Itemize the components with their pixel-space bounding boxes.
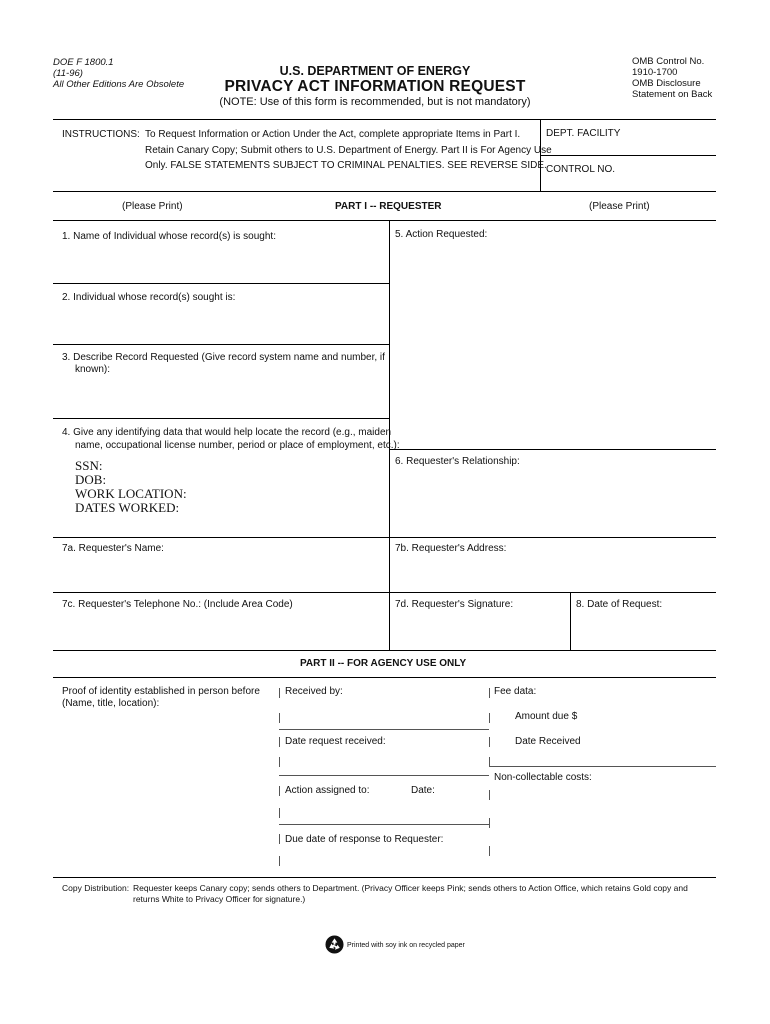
form-date: (11-96) — [53, 68, 83, 79]
received-by-label: Received by: — [285, 686, 343, 697]
rule — [53, 220, 716, 221]
control-no-field[interactable] — [620, 158, 715, 188]
copy-line-1: Requester keeps Canary copy; sends others to Department. (Privacy Officer keeps Pink; sends others to Action Office, which retains Gold copy and — [133, 883, 688, 893]
rule — [279, 729, 489, 730]
omb-number: 1910-1700 — [632, 67, 678, 78]
signature-field[interactable] — [393, 612, 565, 646]
date-request-received-field[interactable] — [283, 748, 483, 772]
rule — [53, 418, 389, 419]
item4-label-line-1: 4. Give any identifying data that would help locate the record (e.g., maiden — [62, 427, 392, 438]
received-by-field[interactable] — [283, 698, 483, 726]
part1-heading: PART I -- REQUESTER — [335, 201, 442, 212]
item7b-label: 7b. Requester's Address: — [395, 543, 507, 554]
title-block — [200, 64, 550, 110]
tick — [489, 818, 490, 828]
rule — [279, 775, 489, 776]
please-print-right: (Please Print) — [589, 201, 650, 212]
action-date-label: Date: — [411, 785, 435, 796]
item3-label-line-1: 3. Describe Record Requested (Give record system name and number, if — [62, 352, 385, 363]
rule — [53, 283, 389, 284]
amount-due-field[interactable] — [580, 706, 710, 724]
rule — [53, 650, 716, 651]
tick — [279, 834, 280, 844]
tick — [489, 688, 490, 698]
department-name: U.S. DEPARTMENT OF ENERGY — [279, 64, 471, 78]
instructions-line-3: Only. FALSE STATEMENTS SUBJECT TO CRIMINAL PENALTIES. SEE REVERSE SIDE. — [145, 160, 547, 171]
item3-field[interactable] — [60, 378, 385, 416]
work-location-entry: WORK LOCATION: — [75, 486, 187, 501]
item7d-label: 7d. Requester's Signature: — [395, 599, 514, 610]
dates-worked-entry: DATES WORKED: — [75, 500, 180, 515]
item7c-label: 7c. Requester's Telephone No.: (Include Area Code) — [62, 599, 293, 610]
form-number: DOE F 1800.1 — [53, 57, 114, 68]
tick — [279, 713, 280, 723]
ssn-entry: SSN: — [75, 458, 103, 473]
rule — [53, 119, 716, 120]
printed-note: Printed with soy ink on recycled paper — [347, 942, 465, 949]
date-request-received-label: Date request received: — [285, 736, 386, 747]
date-of-request-field[interactable] — [574, 612, 714, 646]
omb-control-label: OMB Control No. — [632, 56, 705, 67]
rule — [53, 592, 716, 593]
tick — [489, 737, 490, 747]
omb-disclosure: OMB Disclosure — [632, 78, 701, 89]
tick — [279, 786, 280, 796]
tick — [279, 737, 280, 747]
dept-facility-label: DEPT. FACILITY — [546, 128, 621, 139]
amount-due-label: Amount due $ — [515, 711, 578, 722]
dob-entry: DOB: — [75, 472, 107, 487]
item2-field[interactable] — [60, 306, 385, 342]
instructions-label: INSTRUCTIONS: — [62, 129, 140, 140]
rule — [489, 766, 716, 767]
due-date-field[interactable] — [283, 846, 483, 868]
item6-label: 6. Requester's Relationship: — [395, 456, 520, 467]
tick — [279, 808, 280, 818]
rule — [53, 537, 716, 538]
tick — [279, 688, 280, 698]
rule — [540, 155, 716, 156]
proof-label-line-1: Proof of identity established in person before — [62, 686, 260, 697]
proof-field[interactable] — [60, 712, 270, 872]
rule — [570, 592, 571, 650]
rule — [53, 344, 389, 345]
rule — [53, 191, 716, 192]
item7a-label: 7a. Requester's Name: — [62, 543, 164, 554]
rule — [279, 824, 489, 825]
item4-label-line-2: name, occupational license number, period or place of employment, etc.): — [75, 440, 400, 451]
item7c-field[interactable] — [60, 612, 385, 646]
form-id-block — [53, 57, 184, 90]
item6-field[interactable] — [393, 470, 713, 535]
rule — [53, 677, 716, 678]
item1-field[interactable] — [60, 245, 385, 281]
control-no-label: CONTROL NO. — [546, 164, 616, 175]
instructions-line-2: Retain Canary Copy; Submit others to U.S. Department of Energy. Part II is For Agency Use — [145, 145, 552, 156]
tick — [279, 757, 280, 767]
action-assigned-label: Action assigned to: — [285, 785, 370, 796]
copy-distribution-label: Copy Distribution: — [62, 883, 130, 893]
non-collectable-field[interactable] — [492, 785, 712, 865]
rule — [53, 877, 716, 878]
tick — [279, 856, 280, 866]
form-note: (NOTE: Use of this form is recommended, but is not mandatory) — [219, 96, 531, 108]
fee-data-label: Fee data: — [494, 686, 537, 697]
dept-facility-field[interactable] — [541, 138, 716, 155]
item7a-field[interactable] — [60, 556, 385, 590]
copy-distribution-text — [133, 883, 713, 905]
rule — [389, 449, 716, 450]
date-received-label: Date Received — [515, 736, 581, 747]
instructions-line-1: To Request Information or Action Under the Act, complete appropriate Items in Part I. — [145, 129, 521, 140]
omb-statement: Statement on Back — [632, 89, 713, 100]
please-print-left: (Please Print) — [122, 201, 183, 212]
proof-label-line-2: (Name, title, location): — [62, 698, 160, 709]
recycle-icon — [325, 935, 344, 954]
editions-note: All Other Editions Are Obsolete — [53, 79, 185, 90]
tick — [489, 790, 490, 800]
item3-label-line-2: known): — [75, 364, 111, 375]
tick — [489, 846, 490, 856]
item2-label: 2. Individual whose record(s) sought is: — [62, 292, 236, 303]
item8-label: 8. Date of Request: — [576, 599, 663, 610]
tick — [489, 713, 490, 723]
item4-entries[interactable] — [75, 459, 187, 515]
item7b-field[interactable] — [393, 556, 713, 590]
omb-block — [632, 56, 712, 100]
copy-line-2: returns White to Privacy Officer for signature.) — [133, 894, 306, 904]
date-received-field[interactable] — [580, 731, 710, 749]
non-collectable-label: Non-collectable costs: — [494, 772, 592, 783]
part2-heading: PART II -- FOR AGENCY USE ONLY — [300, 658, 467, 669]
item1-label: 1. Name of Individual whose record(s) is sought: — [62, 231, 276, 242]
item5-label: 5. Action Requested: — [395, 229, 488, 240]
due-date-label: Due date of response to Requester: — [285, 834, 444, 845]
form-title: PRIVACY ACT INFORMATION REQUEST — [224, 78, 526, 95]
action-assigned-field[interactable] — [283, 798, 483, 822]
item5-field[interactable] — [393, 243, 713, 443]
